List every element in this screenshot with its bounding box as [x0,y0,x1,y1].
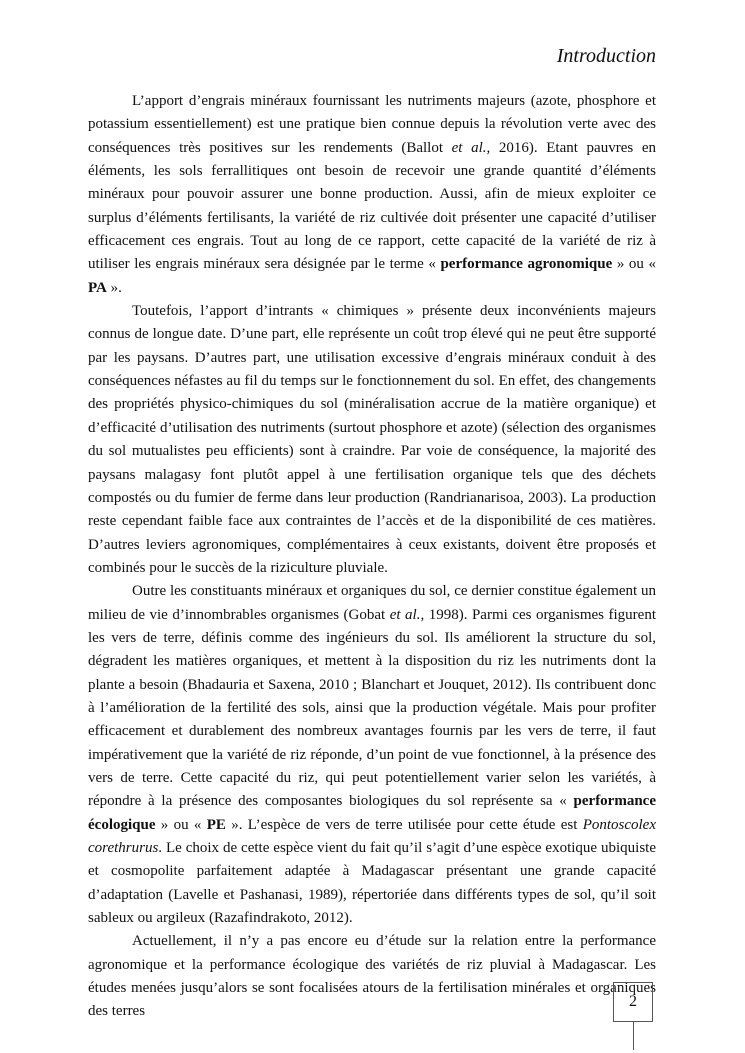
body-text [88,90,656,1024]
page-number-box [613,982,653,1022]
bold-term: performance agronomique [440,256,613,273]
paragraph-3 [88,580,656,930]
italic-text: et al., [451,139,491,156]
bold-term: PE [206,816,226,833]
text-run: Actuellement, il n’y a pas encore eu d’étude sur la relation entre la performance agronomique et la performance écologique des variétés de riz pluvial à Madagascar. Les études menées jusqu’alors se sont focalisées atours de la fertilisation minérales et organiques des terres [88,933,656,1020]
italic-text: Pontoscolex corethrurus [88,816,656,856]
paragraph-1 [88,90,656,300]
bold-term: performance écologique [88,793,656,833]
text-run: . Le choix de cette espèce vient du fait qu’il s’agit d’une espèce exotique ubiquiste et cosmopolite parfaitement adaptée à Madagascar présentant une grande capacité d’adaptation (Lavelle et Pashanasi, 1989), répertoriée dans différents types de sol, qu’il soit sableux ou argileux (Razafindrakoto, 2012). [88,840,656,927]
text-run: Outre les constituants minéraux et organiques du sol, ce dernier constitue également un milieu de vie d’innombrables organismes (Gobat [88,583,656,623]
text-run: 1998). Parmi ces organismes figurent les vers de terre, définis comme des ingénieurs du sol. Ils améliorent la structure du sol, dégradent les matières organiques, et mettent à la disposition du riz les nutriments dont la plante a besoin (Bhadauria et Saxena, 2010 ; Blanchart et Jouquet, 2012). Ils contribuent donc à l’amélioration de la fertilité des sols, ainsi que la production végétale. Mais pour profiter efficacement et durablement des nombreux avantages fournis par les vers de terre, il faut impérativement que la variété de riz réponde, d’un point de vue fonctionnel, à la présence des vers de terre. Cette capacité du riz, qui peut potentiellement varier selon les variétés, à répondre à la présence des composantes biologiques du sol représente sa « [88,606,656,810]
page-number-rule [633,1022,634,1050]
italic-text: et al., [389,606,425,623]
text-run: ». L’espèce de vers de terre utilisée pour cette étude est [225,816,583,833]
page-number: 2 [629,993,637,1010]
paragraph-4 [88,930,656,1023]
text-run: 2016). Etant pauvres en éléments, les sols ferrallitiques ont besoin de recevoir une grande quantité d’éléments minéraux pour pouvoir assurer une bonne production. Aussi, afin de mieux exploiter ce surplus d’éléments fertilisants, la variété de riz cultivée doit présenter une capacité d’utiliser efficacement ces engrais. Tout au long de ce rapport, cette capacité de la variété de riz à utiliser les engrais minéraux sera désignée par le terme « [88,139,656,273]
text-run: Toutefois, l’apport d’intrants « chimiques » présente deux inconvénients majeurs connus de longue date. D’une part, elle représente un coût trop élevé qui ne peut être supporté par les paysans. D’autres part, une utilisation excessive d’engrais minéraux conduit à des conséquences néfastes au fil du temps sur le fonctionnement du sol. En effet, des changements des propriétés physico-chimiques du sol (minéralisation accrue de la matière organique) et d’efficacité d’utilisation des nutriments (surtout phosphore et azote) (sélection des organismes du sol mutualistes peu efficients) sont à craindre. Par voie de conséquence, la majorité des paysans malagasy font plutôt appel à une fertilisation organique tels que des déchets compostés ou du fumier de ferme dans leur production (Randrianarisoa, 2003). La production reste cependant faible face aux contraintes de l’accès et de la disponibilité de ces matières. D’autres leviers agronomiques, complémentaires à ceux existants, doivent être proposés et combinés pour le succès de la riziculture pluviale. [88,303,656,576]
text-run: ». [106,279,122,296]
bold-term: PA [88,279,107,296]
paragraph-2 [88,300,656,580]
running-header: Introduction [556,45,656,67]
text-run: » ou « [612,256,657,273]
text-run: L’apport d’engrais minéraux fournissant les nutriments majeurs (azote, phosphore et potassium essentiellement) est une pratique bien connue depuis la révolution verte avec des conséquences très positives sur les rendements (Ballot [88,93,656,156]
text-run: » ou « [155,816,207,833]
